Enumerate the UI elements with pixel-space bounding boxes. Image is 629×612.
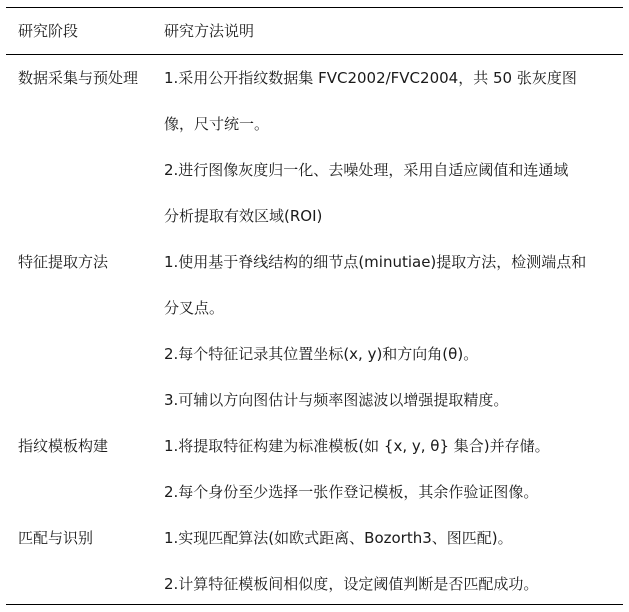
method-line: 2.每个特征记录其位置坐标(x, y)和方向角(θ)。 (164, 345, 479, 363)
method-line: 2.每个身份至少选择一张作登记模板，其余作验证图像。 (164, 483, 539, 501)
research-methods-table (6, 7, 623, 605)
method-line: 2.进行图像灰度归一化、去噪处理，采用自适应阈值和连通域 (164, 161, 569, 179)
method-line: 1.采用公开指纹数据集 FVC2002/FVC2004，共 50 张灰度图 (164, 69, 577, 87)
header-method: 研究方法说明 (164, 22, 255, 40)
method-line: 1.使用基于脊线结构的细节点(minutiae)提取方法，检测端点和 (164, 253, 587, 271)
table-header-row (6, 8, 623, 55)
table-body (6, 55, 623, 604)
stage-cell: 数据采集与预处理 (18, 69, 139, 87)
method-line: 1.实现匹配算法(如欧式距离、Bozorth3、图匹配)。 (164, 529, 513, 547)
stage-cell: 指纹模板构建 (18, 437, 109, 455)
method-line: 像，尺寸统一。 (164, 115, 270, 133)
method-line: 1.将提取特征构建为标准模板(如 {x, y, θ} 集合)并存储。 (164, 437, 550, 455)
method-line: 分叉点。 (164, 299, 225, 317)
header-stage: 研究阶段 (18, 22, 79, 40)
method-line: 2.计算特征模板间相似度，设定阈值判断是否匹配成功。 (164, 575, 539, 593)
stage-cell: 特征提取方法 (18, 253, 109, 271)
method-line: 3.可辅以方向图估计与频率图滤波以增强提取精度。 (164, 391, 509, 409)
stage-cell: 匹配与识别 (18, 529, 94, 547)
method-line: 分析提取有效区域(ROI) (164, 207, 323, 225)
